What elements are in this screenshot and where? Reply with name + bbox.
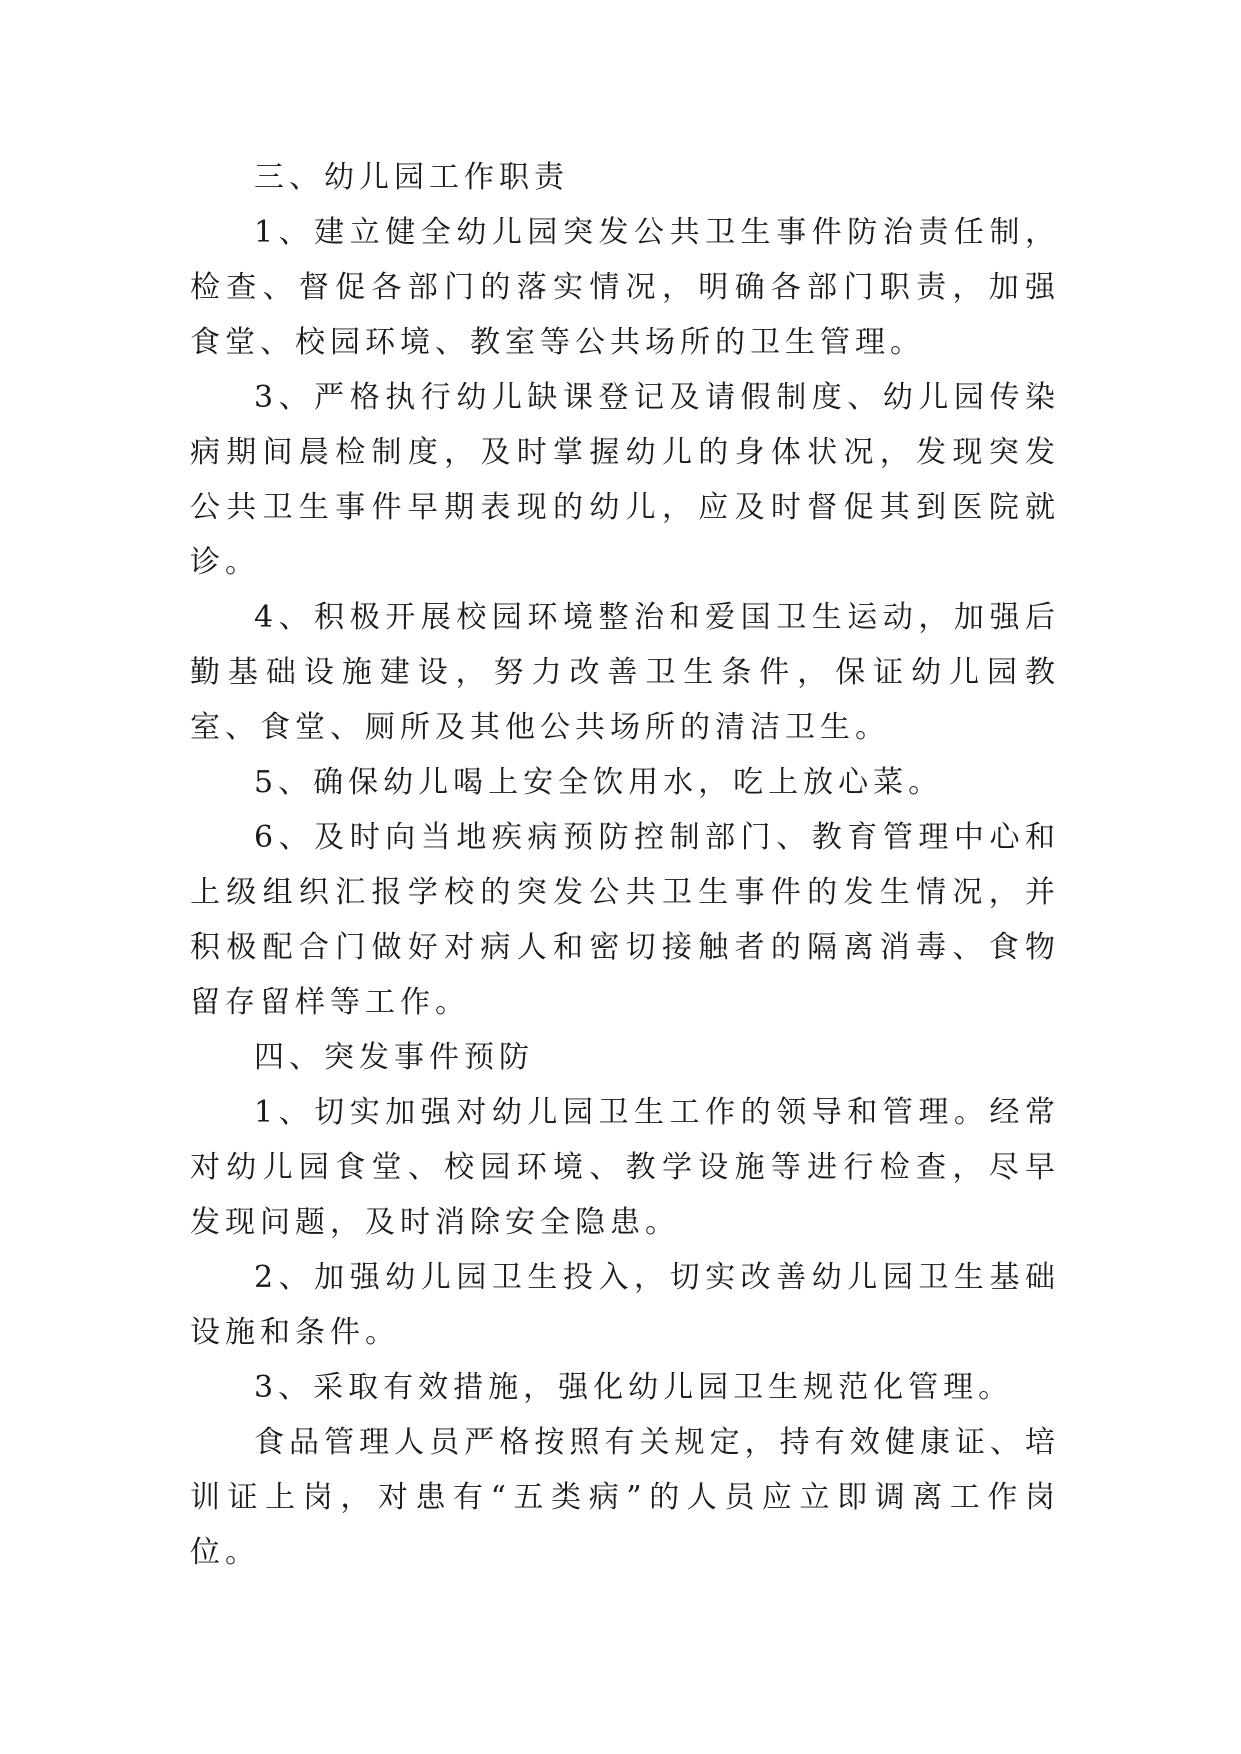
paragraph-duty-5: 5、确保幼儿喝上安全饮用水，吃上放心菜。 [254, 765, 944, 800]
paragraph-duty-1: 1、建立健全幼儿园突发公共卫生事件防治责任制，检查、督促各部门的落实情况，明确各部门职责，加强食堂、校园环境、教室等公共场所的卫生管理。 [190, 215, 1060, 360]
paragraph-duty-6: 6、及时向当地疾病预防控制部门、教育管理中心和上级组织汇报学校的突发公共卫生事件的发生情况，并积极配合门做好对病人和密切接触者的隔离消毒、食物留存留样等工作。 [190, 820, 1060, 1020]
paragraph-prevention-3: 3、采取有效措施，强化幼儿园卫生规范化管理。 [254, 1370, 1014, 1405]
paragraph-food-staff: 食品管理人员严格按照有关规定，持有效健康证、培训证上岗，对患有“五类病”的人员应立即调离工作岗位。 [190, 1425, 1060, 1570]
section-heading-3: 三、幼儿园工作职责 [254, 160, 569, 195]
paragraph-duty-3: 3、严格执行幼儿缺课登记及请假制度、幼儿园传染病期间晨检制度，及时掌握幼儿的身体状况，发现突发公共卫生事件早期表现的幼儿，应及时督促其到医院就诊。 [190, 380, 1060, 580]
document-body [190, 150, 1060, 1580]
paragraph-duty-4: 4、积极开展校园环境整治和爱国卫生运动，加强后勤基础设施建设，努力改善卫生条件，保证幼儿园教室、食堂、厕所及其他公共场所的清洁卫生。 [190, 600, 1060, 745]
paragraph-prevention-1: 1、切实加强对幼儿园卫生工作的领导和管理。经常对幼儿园食堂、校园环境、教学设施等进行检查，尽早发现问题，及时消除安全隐患。 [190, 1095, 1060, 1240]
paragraph-prevention-2: 2、加强幼儿园卫生投入，切实改善幼儿园卫生基础设施和条件。 [190, 1260, 1060, 1350]
section-heading-4: 四、突发事件预防 [254, 1040, 534, 1075]
